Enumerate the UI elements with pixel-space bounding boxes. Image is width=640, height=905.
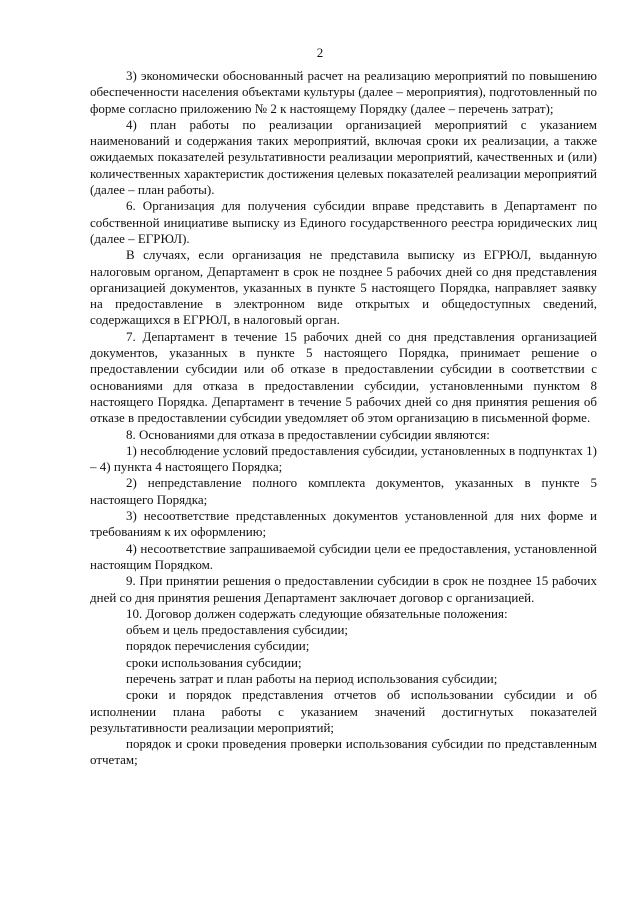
paragraph-4-work-plan: 4) план работы по реализации организацией мероприятий с указанием наименований и содержания таких мероприятий, включая сроки их реализации, а также ожидаемых показателей результативности реализации мероприятий, качественных и (или) количественных характеристик достижения целевых показателей реализации мероприятий (далее – план работы). [90,116,597,198]
paragraph-6-egrul-extract: 6. Организация для получения субсидии вправе представить в Департамент по собственной инициативе выписку из Единого государственного реестра юридических лиц (далее – ЕГРЮЛ). [90,198,597,246]
list-item-contract-2: порядок перечисления субсидии; [126,638,310,654]
paragraph-10-contract-terms: 10. Договор должен содержать следующие обязательные положения: [126,605,508,621]
list-item-refusal-4: 4) несоответствие запрашиваемой субсидии цели ее предоставления, установленной настоящим Порядком. [90,540,597,572]
page-number: 2 [316,45,324,60]
document-body [90,68,597,769]
list-item-refusal-2: 2) непредставление полного комплекта документов, указанных в пункте 5 настоящего Порядка; [90,475,597,507]
list-item-refusal-1: 1) несоблюдение условий предоставления субсидии, установленных в подпунктах 1) – 4) пункта 4 настоящего Порядка; [90,442,597,475]
paragraph-8-refusal-grounds: 8. Основаниями для отказа в предоставлении субсидии являются: [126,426,490,442]
list-item-contract-4: перечень затрат и план работы на период использования субсидии; [126,670,498,686]
list-item-contract-1: объем и цель предоставления субсидии; [126,622,349,638]
paragraph-egrul-request: В случаях, если организация не представила выписку из ЕГРЮЛ, выданную налоговым органом, Департамент в срок не позднее 5 рабочих дней со дня представления организацией документов, указанных в пункте 5 настоящего Порядка, направляет заявку на предоставление в электронном виде открытых и общедоступных сведений, содержащихся в ЕГРЮЛ, в налоговый орган. [90,247,597,328]
list-item-contract-3: сроки использования субсидии; [126,654,302,670]
list-item-refusal-3: 3) несоответствие представленных документов установленной для них форме и требованиям к их оформлению; [90,508,597,540]
paragraph-9-contract: 9. При принятии решения о предоставлении субсидии в срок не позднее 15 рабочих дней со дня принятия решения Департамент заключает договор с организацией. [90,573,597,605]
list-item-contract-5: сроки и порядок представления отчетов об использовании субсидии и об исполнении плана работы с указанием значений достигнутых показателей результативности реализации мероприятий; [90,687,597,735]
paragraph-3-expense-estimate: 3) экономически обоснованный расчет на реализацию мероприятий по повышению обеспеченности населения объектами культуры (далее – мероприятия), подготовленный по форме согласно приложению № 2 к настоящему Порядку (далее – перечень затрат); [90,68,597,116]
list-item-contract-6: порядок и сроки проведения проверки использования субсидии по представленным отчетам; [90,736,597,768]
paragraph-7-decision: 7. Департамент в течение 15 рабочих дней со дня представления организацией документов, указанных в пункте 5 настоящего Порядка, принимает решение о предоставлении субсидии или об отказе в предоставлении субсидии в соответствии с основаниями для отказа в предоставлении субсидии, установленными пунктом 8 настоящего Порядка. Департамент в течение 5 рабочих дней со дня принятия решения об отказе в предоставлении субсидии уведомляет об этом организацию в письменной форме. [90,328,597,426]
